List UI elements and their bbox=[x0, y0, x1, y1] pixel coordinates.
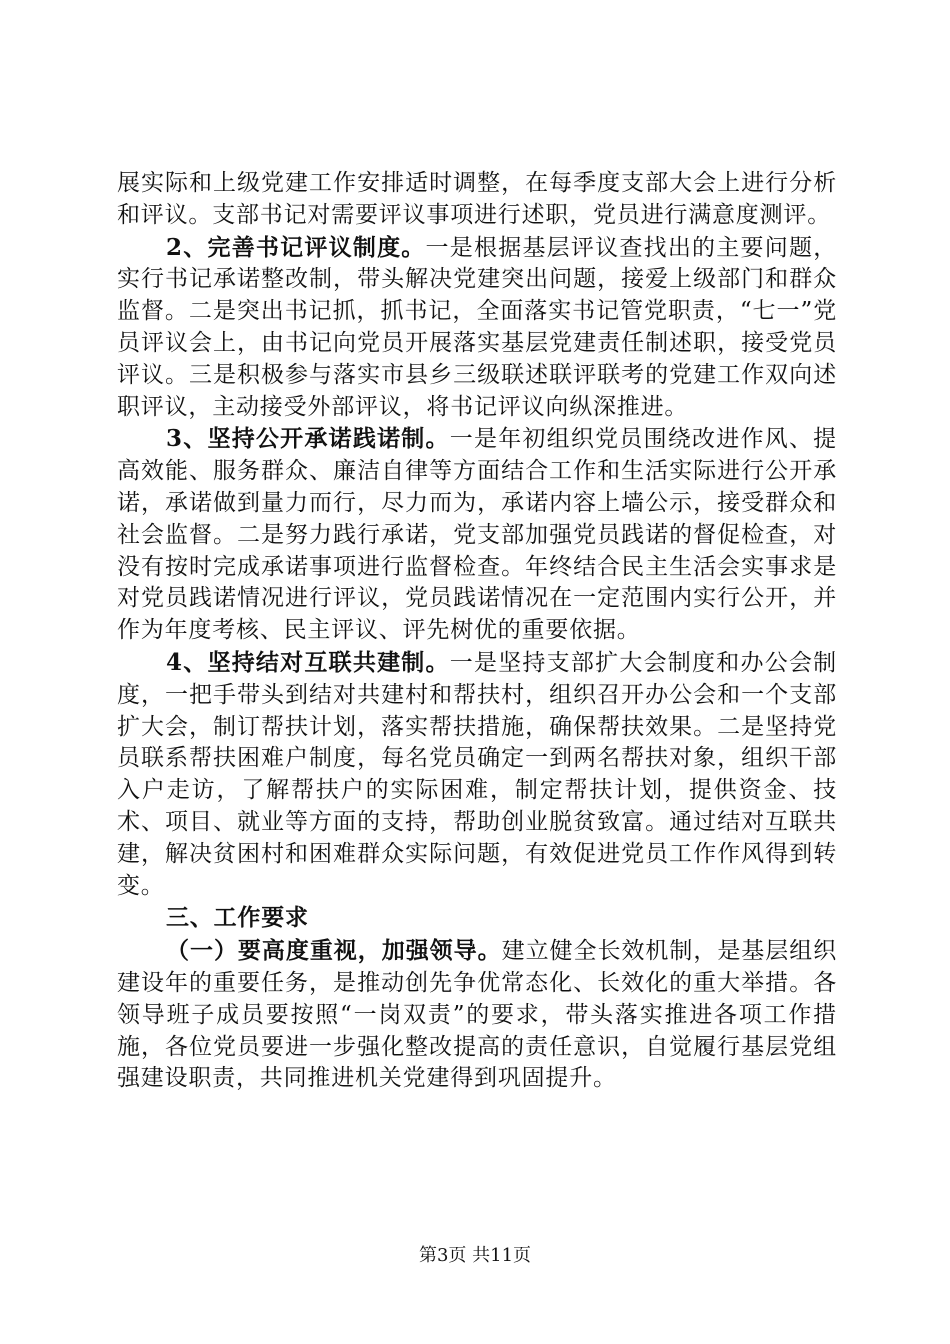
section-heading-work-requirements bbox=[117, 902, 837, 935]
paragraph-text: 展实际和上级党建工作安排适时调整，在每季度支部大会上进行分析和评议。支部书记对需要评议事项进行述职，党员进行满意度测评。 bbox=[117, 170, 837, 228]
paragraph-public-commitment bbox=[117, 423, 837, 647]
paragraph-heading: （一）要高度重视，加强领导。 bbox=[166, 937, 502, 965]
page-footer bbox=[0, 1245, 950, 1267]
paragraph-text: 一是年初组织党员围绕改进作风、提高效能、服务群众、廉洁自律等方面结合工作和生活实际进行公开承诺，承诺做到量力而行，尽力而为，承诺内容上墙公示，接受群众和社会监督。二是努力践行承诺，党支部加强党员践诺的督促检查，对没有按时完成承诺事项进行监督检查。年终结合民主生活会实事求是对党员践诺情况进行评议，党员践诺情况在一定范围内实行公开，并作为年度考核、民主评议、评先树优的重要依据。 bbox=[117, 426, 837, 644]
paragraph-heading: 3、坚持公开承诺践诺制。 bbox=[166, 425, 450, 453]
paragraph-text: 建立健全长效机制，是基层组织建设年的重要任务，是推动创先争优常态化、长效化的重大举措。各领导班子成员要按照“一岗双责”的要求，带头落实推进各项工作措施，各位党员要进一步强化整改提高的责任意识，自觉履行基层党组强建设职责，共同推进机关党建得到巩固提升。 bbox=[117, 938, 838, 1092]
paragraph-attach-importance bbox=[117, 935, 837, 1095]
paragraph-heading: 4、坚持结对互联共建制。 bbox=[166, 648, 450, 676]
paragraph-text: 一是坚持支部扩大会制度和办公会制度，一把手带头到结对共建村和帮扶村，组织召开办公会和一个支部扩大会，制订帮扶计划，落实帮扶措施，确保帮扶效果。二是坚持党员联系帮扶困难户制度，每名党员确定一到两名帮扶对象，组织干部入户走访，了解帮扶户的实际困难，制定帮扶计划，提供资金、技术、项目、就业等方面的支持，帮助创业脱贫致富。通过结对互联共建，解决贫困村和困难群众实际问题，有效促进党员工作作风得到转变。 bbox=[117, 649, 837, 899]
section-heading: 三、工作要求 bbox=[166, 904, 309, 932]
document-body bbox=[117, 168, 837, 1095]
paragraph-continuation bbox=[117, 168, 837, 232]
paragraph-text: 一是根据基层评议查找出的主要问题，实行书记承诺整改制，带头解决党建突出问题，接爱上级部门和群众监督。二是突出书记抓，抓书记，全面落实书记管党职责，“七一”党员评议会上，由书记向党员开展落实基层党建责任制述职，接受党员评议。三是积极参与落实市县乡三级联述联评联考的党建工作双向述职评议，主动接受外部评议，将书记评议向纵深推进。 bbox=[117, 234, 837, 420]
paragraph-heading: 2、完善书记评议制度。 bbox=[166, 233, 426, 261]
paragraph-pairing-construction bbox=[117, 647, 837, 902]
paragraph-secretary-review bbox=[117, 232, 837, 424]
page-number: 第3页 共11页 bbox=[418, 1245, 532, 1266]
